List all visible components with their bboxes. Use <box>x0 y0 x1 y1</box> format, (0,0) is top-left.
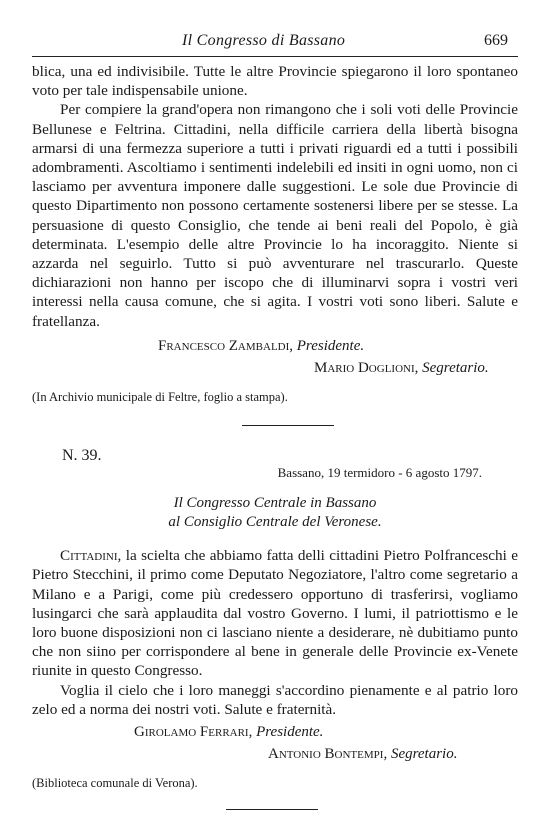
signatory-role: Presidente. <box>256 724 324 741</box>
doc38-signature-secretary: Mario Doglioni, Segretario. <box>314 359 489 376</box>
running-header <box>0 0 550 56</box>
page-number: 669 <box>484 32 508 49</box>
doc38-paragraph-1: blica, una ed indivisibile. Tutte le altre Provincie spiegarono il loro spontaneo voto per tale indispensabile unione. <box>32 63 518 100</box>
doc39-paragraph-1 <box>32 546 518 680</box>
doc38-signature-president: Francesco Zambaldi, Presidente. <box>158 337 365 354</box>
heading-line-2: al Consiglio Centrale del Veronese. <box>168 514 382 531</box>
paragraph-text: , la scielta che abbiamo fatta delli cittadini Pietro Polfranceschi e Pietro Stecchini, il primo come Deputato Negoziatore, l'altro come segretario a Milano e a Parigi, come più credessero opportuno di trasferirsi, vogliamo lusingarci che sarà applaudita dal vostro Governo. I lumi, il patriottismo e le loro buone disposizioni non ci lasciano niente a desiderare, nè dubitiamo punto che non siino per corrispondere al bene in generale delle Provincie ex-Venete riunite in questo Congresso. <box>32 547 518 680</box>
doc38-source-note: (In Archivio municipale di Feltre, foglio a stampa). <box>32 389 288 404</box>
running-title: Il Congresso di Bassano <box>182 32 346 49</box>
signatory-role: Segretario. <box>390 746 458 763</box>
page-body <box>32 62 518 810</box>
doc39-number: N. 39. <box>62 446 102 464</box>
doc39-dateline: Bassano, 19 termidoro - 6 agosto 1797. <box>277 465 482 481</box>
header-rule <box>32 56 518 57</box>
signatory-name: Francesco Zambaldi <box>158 337 290 354</box>
signatory-role: Segretario. <box>422 359 489 376</box>
signatory-name: Antonio Bontempi <box>268 746 384 763</box>
doc39-signature-secretary: Antonio Bontempi, Segretario. <box>268 746 458 763</box>
doc38-paragraph-2: Per compiere la grand'opera non rimangono che i soli voti delle Provincie Bellunese e Feltrina. Cittadini, nella difficile carriera della libertà bisogna armarsi di una fermezza superiore a tutti i privati riguardi ed a tutti i possibili adombramenti. Ascoltiamo i sentimenti indelebili ed insiti in ogni uomo, non ci lasciamo per avventura imponere dalle suggestioni. Le sole due Provincie di questo Dipartimento non possono certamente sostenersi libere per se stesse. La persuasione di questo Consiglio, che tende ai beni reali del Popolo, è già determinata. L'esempio delle altre Provincie lo ha incoraggito. Niente si azzarda nel seguirlo. Tutto si può avventurare nel trascurarlo. Queste dichiarazioni non hanno per iscopo che di illuminarvi sopra i vostri veri interessi nella causa comune, che si agita. I vostri voti sono liberi. Salute e fratellanza. <box>32 101 518 330</box>
salutation: Cittadini <box>60 547 118 565</box>
section-divider <box>226 809 318 810</box>
doc39-signature-president: Girolamo Ferrari, Presidente. <box>134 724 324 741</box>
doc39-heading <box>32 494 518 532</box>
signatory-name: Mario Doglioni <box>314 359 415 376</box>
section-divider <box>242 425 334 426</box>
signatory-role: Presidente. <box>296 337 365 354</box>
doc39-source-note: (Biblioteca comunale di Verona). <box>32 776 198 791</box>
signatory-name: Girolamo Ferrari <box>134 724 249 741</box>
heading-line-1: Il Congresso Centrale in Bassano <box>173 495 377 512</box>
doc39-paragraph-2: Voglia il cielo che i loro maneggi s'accordino pienamente e al patrio loro zelo ed a norma dei nostri voti. Salute e fraternità. <box>32 681 518 718</box>
